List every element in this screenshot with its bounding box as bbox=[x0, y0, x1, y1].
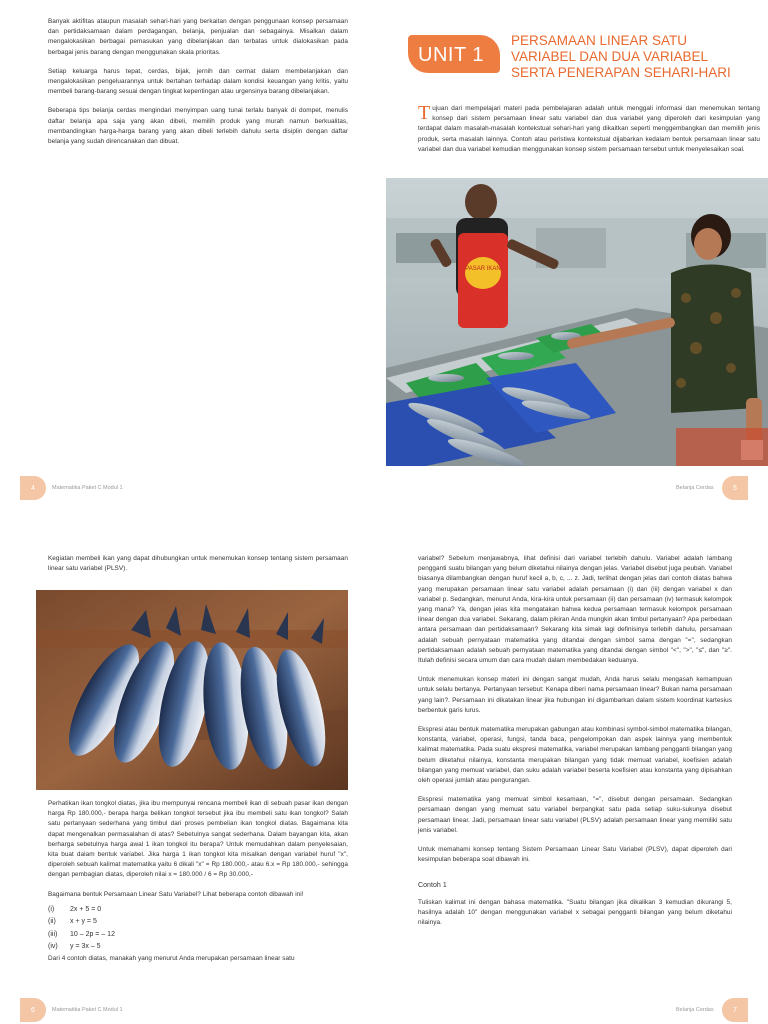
example-text: Tuliskan kalimat ini dengan bahasa matematika. "Suatu bilangan jika dikalikan 3 kemudian dikurangi 5, hasilnya adalah 10" dengan menggunakan variabel x sebagai pengganti bilangan yang belum diketahui nilainya. bbox=[418, 898, 732, 927]
paragraph: Ekspresi matematika yang memuat simbol kesamaan, "=", disebut dengan persamaan. Sedangkan persamaan dengan yang memuat satu variabel berpangkat satu pada setiap suku-sukunya disebut persamaan linear. Jadi, persamaan linear satu variabel (PLSV) adalah persamaan linear yang memiliki satu jenis variabel. bbox=[418, 796, 732, 834]
footer-text: Belanja Cerdas bbox=[676, 485, 714, 491]
paragraph: Perhatikan ikan tongkol diatas, jika ibu mempunyai rencana membeli ikan di sebuah pasar ikan dengan harga Rp 180.000,- berapa harga belikan tongkol tersebut jika ibu membeli satu ikan tongkol? Salah satu pertanyaan sederhana yang timbul dari proses pembelian ikan tongkol diatas. Bagaimana kita dapat mengenalkan permasalahan di atas? Sebetulnya sangat sederhana. Dalam bayangan kita, akan berharga sebetulnya harga awal 1 ikan tongkol itu berapa? Untuk memudahkan dalam penyelesaian, kita buat dalam bentuk variabel. Jika harga 1 ikan tongkol kita misalkan dengan variabel huruf "x", diperoleh sebuah kalimat matematika yaitu 6 dikali "x" = Rp 180.000,- atau 6.x = Rp 180.000,- sehingga dengan pembagian diatas, diperoleh nilai x = 180.000 / 6 = Rp 30.000,- bbox=[48, 800, 348, 879]
page-6-intro bbox=[48, 554, 348, 583]
question: Bagaimana bentuk Persamaan Linear Satu Variabel? Lihat beberapa contoh dibawah ini! bbox=[48, 890, 304, 898]
footer-text: Matematika Paket C Modul 1 bbox=[52, 485, 123, 491]
paragraph: Dari 4 contoh diatas, manakah yang menurut Anda merupakan persamaan linear satu bbox=[48, 954, 295, 962]
paragraph: Banyak aktifitas ataupun masalah sehari-hari yang berkaitan dengan penggunaan konsep persamaan dan pertidaksamaan dalam perdagangan, belanja, penjualan dan sebagainya. Misalkan dalam mengalokasikan berbagai pemasukan yang dibelanjakan dan terbatas untuk dialokasikan pada berbagai jenis barang dengan menggunakan skala prioritas. bbox=[48, 18, 348, 56]
equation-item: (iii) 10 – 2p = – 12 bbox=[48, 930, 115, 938]
equation-item: (i) 2x + 5 = 0 bbox=[48, 905, 102, 913]
page-number-tab bbox=[722, 476, 748, 500]
page-4-body bbox=[48, 17, 348, 156]
paragraph: variabel? Sebelum menjawabnya, lihat definisi dari variabel terlebih dahulu. Variabel adalah lambang pengganti suatu bilangan yang belum diketahui nilainya dengan jelas. Variabel disebut juga peubah. Variabel biasanya dilambangkan dengan huruf kecil a, b, c, ... z. Jadi, terlihat dengan jelas dari contoh diatas bahwa yang merupakan persamaan linear satu variabel adalah persamaan (i) dan (iii) dengan variabel x dan variabel p. Sedangkan, menurut Anda, kira-kira untuk persamaan (ii) dan persamaan (iv) termasuk kelompok yang mana? Ya, dengan jelas kita mengatakan bahwa kedua persamaan termasuk kelompok persamaan linear dengan dua variabel. Sekarang, dalam pikiran Anda mungkin akan timbul pertanyaan? Apa perbedaan antara persamaan dan pertidaksamaan? Sekarang kita simak lagi definisinya terlebih dahulu, persamaan adalah sebuah pernyataan matematika yang ditandai dengan simbol sama dengan "=", sedangkan pertidaksamaan adalah sebuah pernyataan matematika yang ditandai dengan simbol "<", ">", "≤", dan "≥". Itulah definisi secara umum dan cara mudah dalam membedakan keduanya. bbox=[418, 555, 732, 665]
fish-market-photo bbox=[386, 178, 768, 466]
paragraph: Ekspresi atau bentuk matematika merupakan gabungan atau kombinasi symbol-simbol matematika bilangan, konstanta, variabel, operasi, fungsi, tanda baca, pengelompokan dan aspek lainnya yang membentuk kalimat matematika. Pada suatu ekspresi matematika, variabel merupakan lambang pengganti bilangan yang belum diketahui nilainya, konstanta merupakan bilangan yang tidak memuat variabel, koefisien adalah bilangan yang memuat variabel, dan suku adalah variabel beserta koefisien atau konstanta yang dipisahkan oleh operasi jumlah atau pengurangan. bbox=[418, 726, 732, 785]
unit-label: UNIT 1 bbox=[418, 44, 484, 66]
page-number-tab bbox=[20, 476, 46, 500]
page-number: 6 bbox=[31, 1006, 35, 1014]
paragraph: Setiap keluarga harus tepat, cerdas, bijak, jernih dan cermat dalam membelanjakan dan mengalokasikan pengeluarannya untuk bertahan terhadap dalam kondisi keuangan yang kritis, yaitu membeli barang-barang sesuai dengan tingkat kepentingan atau urgensinya barang dibelanjakan. bbox=[48, 67, 348, 96]
page-4 bbox=[0, 0, 384, 512]
tuna-fish-photo bbox=[36, 590, 348, 790]
fish-market-illustration bbox=[386, 178, 768, 466]
page-5-intro bbox=[418, 104, 760, 155]
paragraph: Untuk menemukan konsep materi ini dengan sangat mudah, Anda harus selalu mengasah kemampuan untuk selalu bertanya. Pertanyaan tersebut: Kenapa diberi nama persamaan linear? Bukan nama persamaan yang lain?. Persamaan ini dikatakan linear jika hubungan ini digambarkan dalam sistem koordinat kartesius berbentuk garis lurus. bbox=[418, 676, 732, 714]
page-number: 5 bbox=[733, 484, 737, 492]
equation-item: (ii) x + y = 5 bbox=[48, 918, 97, 926]
page-number-tab bbox=[722, 998, 748, 1022]
tuna-illustration bbox=[36, 590, 348, 790]
footer-text: Matematika Paket C Modul 1 bbox=[52, 1007, 123, 1013]
equation-list bbox=[48, 904, 348, 954]
page-7-body bbox=[418, 554, 732, 937]
paragraph: ujuan dari mempelajari materi pada pembelajaran adalah untuk menggali informasi dan menemukan tentang konsep dari sistem persamaan linear satu variabel dan dua variabel yang diperoleh dari kesimpulan yang terdapat dalam masalah-masalah kontekstual sehari-hari yang dikaitkan seperti menggembangkan dan memilih jenis produk, serta masalah lainnya. Contoh atau peristiwa kontekstual dijabarkan kedalam bentuk persamaan linear satu variabel dan dua variabel kemudian menggunakan konsep sistem persamaan tersebut untuk menyelesaikan soal. bbox=[418, 105, 760, 153]
equation-item: (iv) y = 3x – 5 bbox=[48, 943, 101, 951]
drop-cap: T bbox=[418, 102, 431, 124]
apron-logo-text: PASAR IKAN bbox=[465, 266, 501, 272]
unit-title: PERSAMAAN LINEAR SATU VARIABEL DAN DUA VARIABEL SERTA PENERAPAN SEHARI-HARI bbox=[511, 33, 731, 80]
example-title: Contoh 1 bbox=[418, 882, 447, 890]
page-number-tab bbox=[20, 998, 46, 1022]
paragraph: Untuk memahami konsep tentang Sistem Persamaan Linear Satu Variabel (PLSV), dapat diperoleh dari kesimpulan beberapa soal dibawah ini. bbox=[418, 846, 732, 864]
paragraph: Kegiatan membeli ikan yang dapat dihubungkan untuk menemukan konsep tentang sistem persamaan linear satu variabel (PLSV). bbox=[48, 555, 348, 573]
page-number: 7 bbox=[733, 1006, 737, 1014]
footer-text: Belanja Cerdas bbox=[676, 1007, 714, 1013]
paragraph: Beberapa tips belanja cerdas mengindari menyimpan uang tunai terlalu banyak di dompet, menulis daftar belanja apa saja yang akan dibeli, memilih produk yang murah namun berkualitas, membandingkan harga-harga barang yang akan dibeli terlebih dahulu serta disiplin dengan daftar belanja yang sudah direncanakan dan dibuat. bbox=[48, 107, 348, 146]
page-6-body bbox=[48, 799, 348, 973]
page-number: 4 bbox=[31, 484, 35, 492]
